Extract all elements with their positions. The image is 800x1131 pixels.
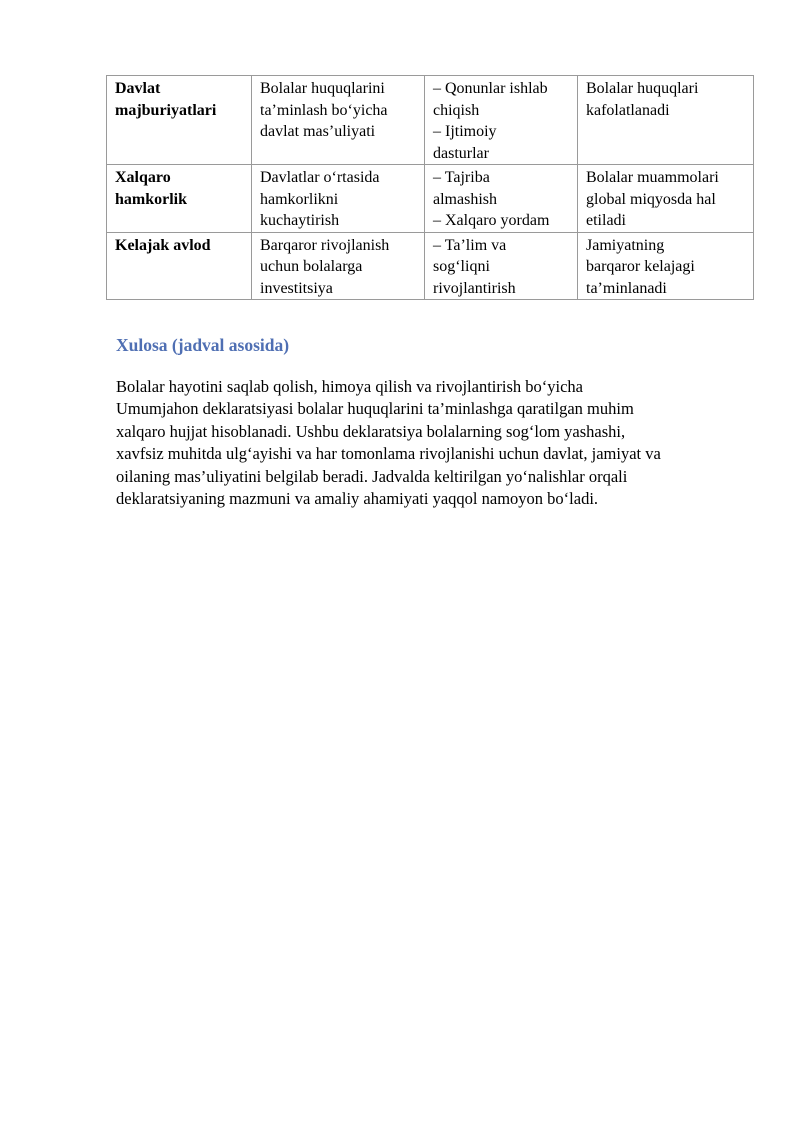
table-cell-result: Jamiyatning barqaror kelajagi ta’minlanadi <box>578 232 754 300</box>
declaration-table <box>106 75 754 300</box>
table-cell-direction: Xalqaro hamkorlik <box>107 165 252 233</box>
table-cell-content: Barqaror rivojlanish uchun bolalarga investitsiya <box>252 232 425 300</box>
table-cell-direction: Davlat majburiyatlari <box>107 76 252 165</box>
conclusion-heading: Xulosa (jadval asosida) <box>116 335 290 355</box>
paragraph-line: deklaratsiyaning mazmuni va amaliy ahamiyati yaqqol namoyon bo‘ladi. <box>116 489 599 509</box>
table-cell-measures: – Qonunlar ishlab chiqish – Ijtimoiy dasturlar <box>425 76 578 165</box>
table-row <box>107 76 754 165</box>
table-cell-result: Bolalar muammolari global miqyosda hal etiladi <box>578 165 754 233</box>
table-cell-result: Bolalar huquqlari kafolatlanadi <box>578 76 754 165</box>
paragraph-line: Bolalar hayotini saqlab qolish, himoya qilish va rivojlantirish bo‘yicha <box>116 377 583 396</box>
conclusion-paragraph <box>116 376 756 510</box>
paragraph-line: xavfsiz muhitda ulg‘ayishi va har tomonlama rivojlanishi uchun davlat, jamiyat va <box>116 444 661 464</box>
table-cell-measures: – Tajriba almashish – Xalqaro yordam <box>425 165 578 233</box>
paragraph-line: xalqaro hujjat hisoblanadi. Ushbu deklaratsiya bolalarning sog‘lom yashashi, <box>116 421 626 441</box>
table-row <box>107 232 754 300</box>
table-cell-content: Davlatlar o‘rtasida hamkorlikni kuchaytirish <box>252 165 425 233</box>
table-row <box>107 165 754 233</box>
paragraph-line: oilaning mas’uliyatini belgilab beradi. Jadvalda keltirilgan yo‘nalishlar orqali <box>116 466 628 486</box>
table-cell-content: Bolalar huquqlarini ta’minlash bo‘yicha davlat mas’uliyati <box>252 76 425 165</box>
paragraph-line: Umumjahon deklaratsiyasi bolalar huquqlarini ta’minlashga qaratilgan muhim <box>116 399 634 419</box>
table-cell-measures: – Ta’lim va sog‘liqni rivojlantirish <box>425 232 578 300</box>
table-cell-direction: Kelajak avlod <box>107 232 252 300</box>
